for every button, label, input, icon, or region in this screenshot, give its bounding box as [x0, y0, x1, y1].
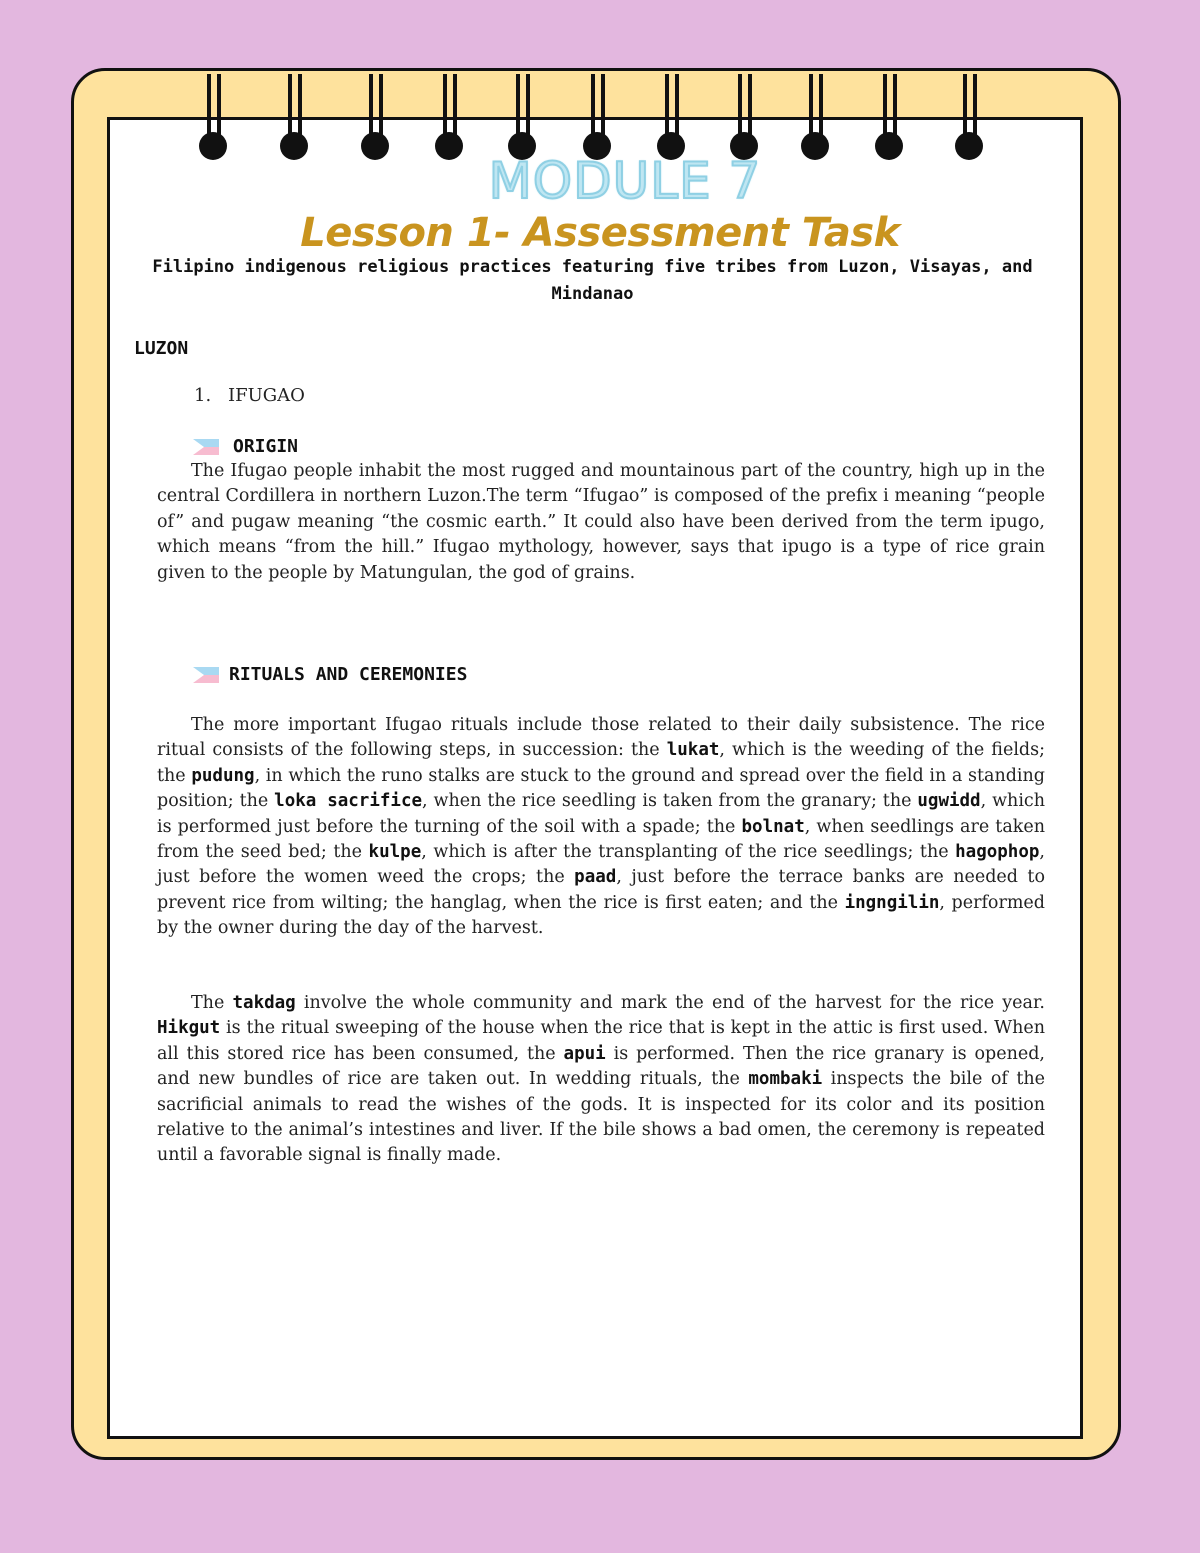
- rituals-heading: [193, 664, 467, 685]
- spiral-ring-icon: [955, 74, 985, 160]
- tribe-list-item: [194, 385, 305, 406]
- origin-paragraph: The Ifugao people inhabit the most rugged and mountainous part of the country, high up in the central Cordillera in northern Luzon.The term “Ifugao” is composed of the prefix i meaning “people of” and pugaw meaning “the cosmic earth.” It could also have been derived from the term ipugo, which means “from the hill.” Ifugao mythology, however, says that ipugo is a type of rice grain given to the people by Matungulan, the god of grains.: [157, 461, 1045, 583]
- rituals-paragraph-1: The more important Ifugao rituals include those related to their daily subsistence. The rice ritual consists of the following steps, in succession: the lukat, which is the weeding of the fields; the pudung, in which the runo stalks are stuck to the ground and spread over the field in a standing position; the loka sacrifice, when the rice seedling is taken from the granary; the ugwidd, which is performed just before the turning of the soil with a spade; the bolnat, when seedlings are taken from the seed bed; the kulpe, which is after the transplanting of the rice seedlings; the hagophop, just before the women weed the crops; the paad, just before the terrace banks are needed to prevent rice from wilting; the hanglag, when the rice is first eaten; and the ingngilin, performed by the owner during the day of the harvest.: [157, 715, 1046, 939]
- ph-flag-icon: [193, 439, 219, 455]
- spiral-ring-icon: [730, 74, 760, 160]
- lesson-title: Lesson 1- Assessment Task: [300, 210, 900, 256]
- spiral-ring-icon: [583, 74, 613, 160]
- spiral-ring-icon: [435, 74, 465, 160]
- spiral-ring-icon: [508, 74, 538, 160]
- spiral-ring-icon: [361, 74, 391, 160]
- origin-heading-label: ORIGIN: [233, 436, 299, 457]
- spiral-ring-icon: [801, 74, 831, 160]
- list-number: 1.: [194, 385, 212, 406]
- module-title: MODULE 7: [488, 152, 762, 210]
- spiral-ring-icon: [280, 74, 310, 160]
- ph-flag-icon: [193, 667, 219, 683]
- subtitle: Filipino indigenous religious practices featuring five tribes from Luzon, Visayas, and Mindanao: [152, 257, 1033, 304]
- rituals-heading-label: RITUALS AND CEREMONIES: [229, 664, 468, 685]
- rituals-paragraph-2: The takdag involve the whole community and mark the end of the harvest for the rice year. Hikgut is the ritual sweeping of the house when the rice that is kept in the attic is first used. When all this stored rice has been consumed, the apui is performed. Then the rice granary is opened, and new bundles of rice are taken out. In wedding rituals, the mombaki inspects the bile of the sacrificial animals to read the wishes of the gods. It is inspected for its color and its position relative to the animal’s intestines and liver. If the bile shows a bad omen, the ceremony is repeated until a favorable signal is finally made.: [157, 993, 1046, 1166]
- origin-heading: [193, 436, 298, 457]
- region-heading: LUZON: [134, 338, 189, 359]
- spiral-ring-icon: [875, 74, 905, 160]
- spiral-ring-icon: [199, 74, 229, 160]
- spiral-ring-icon: [657, 74, 687, 160]
- tribe-name: IFUGAO: [228, 385, 305, 406]
